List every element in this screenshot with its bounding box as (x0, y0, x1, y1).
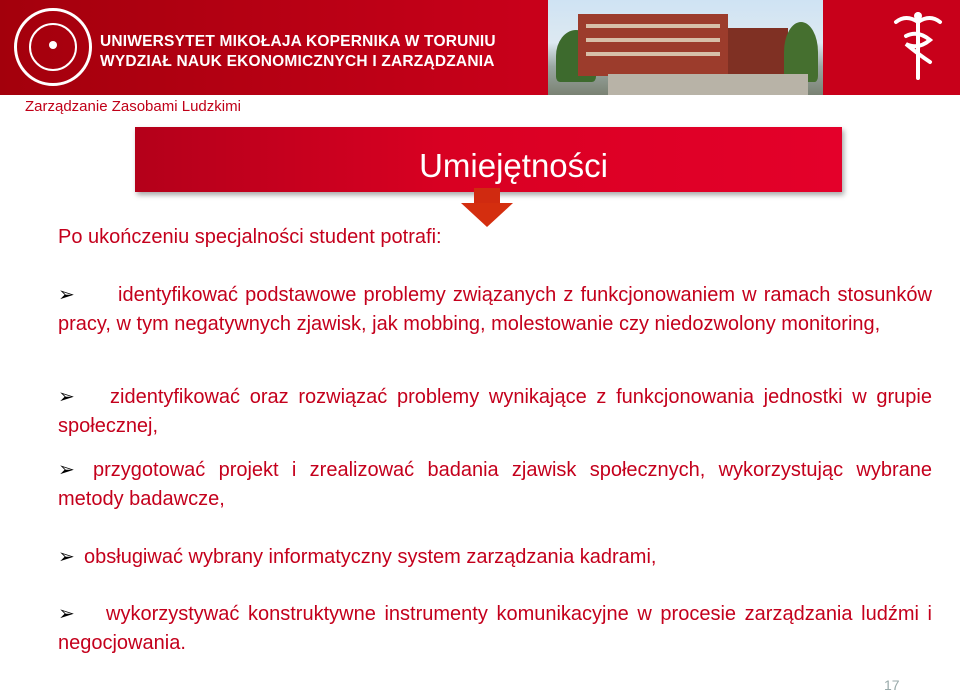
university-seal-icon (14, 8, 92, 86)
bullet-arrow-icon: ➢ (58, 603, 75, 625)
down-arrow-icon (474, 188, 500, 204)
campus-photo (548, 0, 823, 95)
down-arrow-head-icon (461, 203, 513, 227)
list-item: ➢ zidentyfikować oraz rozwiązać problemy wynikające z funkcjonowania jednostki w grupie społecznej, (58, 383, 932, 441)
bullet-arrow-icon: ➢ (58, 284, 75, 306)
intro-text: Po ukończeniu specjalności student potrafi: (58, 226, 442, 248)
list-item: ➢ obsługiwać wybrany informatyczny system zarządzania kadrami, (58, 543, 932, 572)
course-subtitle: Zarządzanie Zasobami Ludzkimi (25, 98, 241, 115)
university-name: UNIWERSYTET MIKOŁAJA KOPERNIKA W TORUNIU (100, 33, 496, 50)
bullet-arrow-icon: ➢ (58, 459, 75, 481)
caduceus-emblem-icon (890, 10, 946, 82)
bullet-arrow-icon: ➢ (58, 546, 75, 568)
header-banner (0, 0, 960, 95)
faculty-name: WYDZIAŁ NAUK EKONOMICZNYCH I ZARZĄDZANIA (100, 53, 495, 70)
page-number: 17 (884, 677, 900, 693)
slide-title: Umiejętności (419, 147, 608, 184)
list-item: ➢ przygotować projekt i zrealizować badania zjawisk społecznych, wykorzystując wybrane metody badawcze, (58, 456, 932, 514)
bullet-arrow-icon: ➢ (58, 386, 75, 408)
list-item: ➢ wykorzystywać konstruktywne instrumenty komunikacyjne w procesie zarządzania ludźmi i negocjowania. (58, 600, 932, 658)
list-item: ➢ identyfikować podstawowe problemy związanych z funkcjonowaniem w ramach stosunków pracy, w tym negatywnych zjawisk, jak mobbing, molestowanie czy niedozwolony monitoring, (58, 281, 932, 339)
